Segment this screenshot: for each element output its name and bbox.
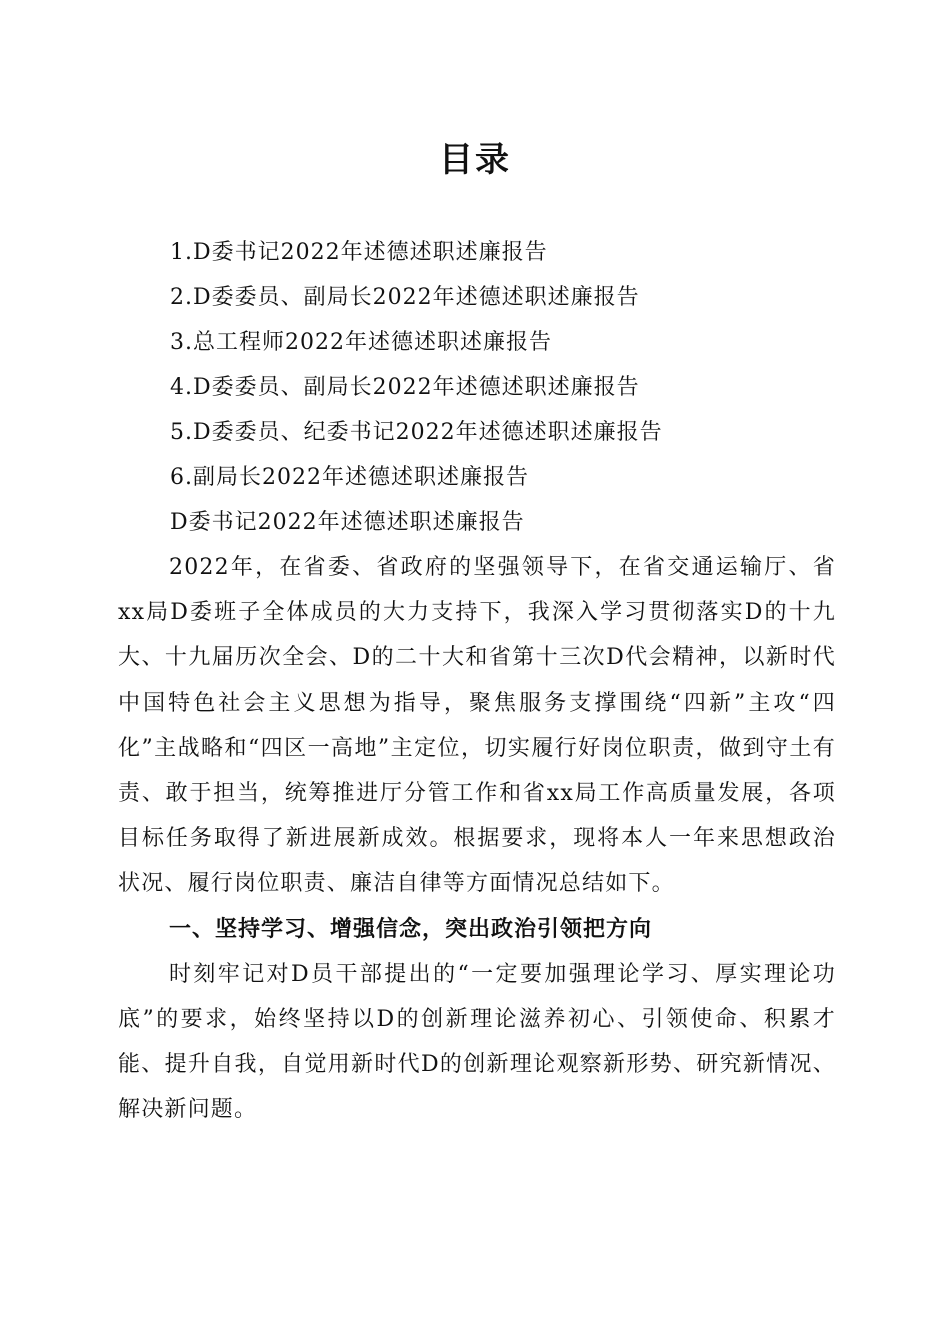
section-1-paragraph: 时刻牢记对D员干部提出的“一定要加强理论学习、厚实理论功底”的要求，始终坚持以D的创新理论滋养初心、引领使命、积累才能、提升自我，自觉用新时代D的创新理论观察新形势、研究新情况、解决新问题。 — [118, 961, 836, 1123]
report-title: D委书记2022年述德述职述廉报告 — [170, 510, 525, 535]
page-title: 目录 — [439, 140, 511, 180]
intro-paragraph: 2022年，在省委、省政府的坚强领导下，在省交通运输厅、省xx局D委班子全体成员的大力支持下，我深入学习贯彻落实D的十九大、十九届历次全会、D的二十大和省第十三次D代会精神，以新时代中国特色社会主义思想为指导，聚焦服务支撑围绕“四新”主攻“四化”主战略和“四区一高地”主定位，切实履行好岗位职责，做到守土有责、敢于担当，统筹推进厅分管工作和省xx局工作高质量发展，各项目标任务取得了新进展新成效。根据要求，现将本人一年来思想政治状况、履行岗位职责、廉洁自律等方面情况总结如下。 — [118, 555, 836, 897]
toc-item-1: 1.D委书记2022年述德述职述廉报告 — [170, 240, 548, 265]
section-heading-1: 一、坚持学习、增强信念，突出政治引领把方向 — [169, 916, 653, 942]
toc-item-3: 3.总工程师2022年述德述职述廉报告 — [170, 330, 552, 355]
toc-item-4: 4.D委委员、副局长2022年述德述职述廉报告 — [170, 375, 640, 400]
table-of-contents — [170, 230, 870, 545]
report-body — [118, 545, 836, 1133]
toc-item-5: 5.D委委员、纪委书记2022年述德述职述廉报告 — [170, 420, 663, 445]
toc-item-2: 2.D委委员、副局长2022年述德述职述廉报告 — [170, 285, 640, 310]
toc-item-6: 6.副局长2022年述德述职述廉报告 — [170, 465, 529, 490]
